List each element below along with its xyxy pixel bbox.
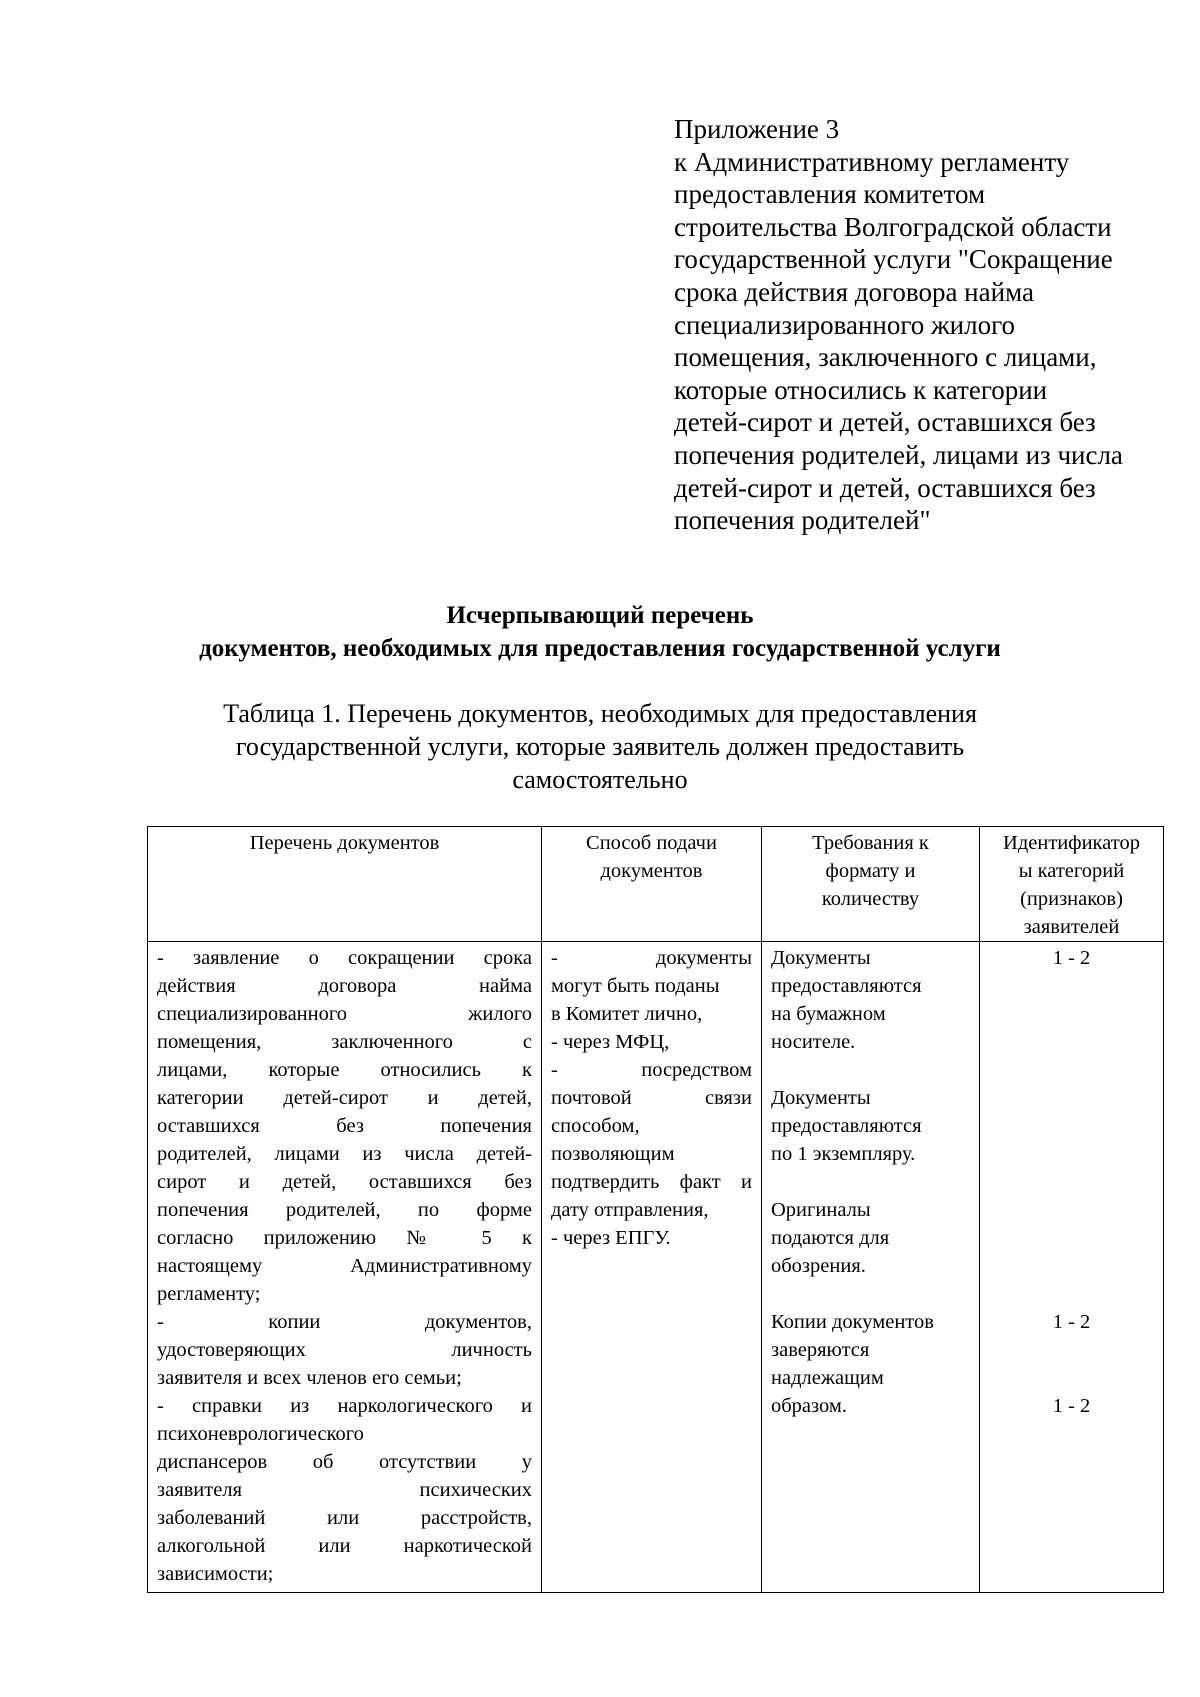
document-item-line: психоневрологического — [157, 1423, 364, 1445]
appendix-line: помещения, заключенного с лицами, — [674, 342, 1097, 373]
requirement-line: на бумажном — [771, 1003, 886, 1025]
appendix-line: Приложение 3 — [674, 114, 840, 144]
document-item-line: помещения, заключенного с — [157, 1031, 532, 1053]
requirement-line: Оригиналы — [771, 1199, 871, 1221]
document-item-line: согласно приложению № 5 к — [157, 1227, 532, 1249]
method-line: - через МФЦ, — [551, 1031, 670, 1053]
identifier-value: 1 - 2 — [1052, 1395, 1091, 1417]
method-line: подтвердить факт и — [551, 1171, 752, 1193]
requirement-line: подаются для — [771, 1227, 890, 1249]
header-label: формату и — [825, 860, 916, 882]
header-label: Требования к — [812, 832, 929, 854]
header-submission-method — [542, 827, 762, 942]
appendix-line: к Административному регламенту — [674, 146, 1070, 177]
table-row — [148, 942, 1164, 1593]
header-label: количеству — [821, 888, 920, 910]
document-item-line: сирот и детей, оставшихся без — [157, 1171, 532, 1193]
appendix-line: детей-сирот и детей, оставшихся без — [674, 407, 1096, 438]
method-line: способом, — [551, 1115, 640, 1137]
identifier-value: 1 - 2 — [1052, 1311, 1091, 1333]
document-item-line: заявителя и всех членов его семьи; — [157, 1367, 462, 1389]
document-item-line: - справки из наркологического и — [157, 1395, 532, 1417]
requirement-line: надлежащим — [771, 1367, 884, 1389]
identifier-value: 1 - 2 — [1052, 947, 1091, 969]
identifiers-cell — [980, 942, 1164, 1593]
appendix-line: попечения родителей" — [674, 505, 931, 536]
requirement-line: носителе. — [771, 1031, 856, 1053]
table-header-row — [148, 827, 1164, 942]
header-label: Перечень документов — [249, 832, 440, 854]
appendix-block — [674, 113, 1174, 537]
header-label: Способ подачи — [586, 832, 717, 854]
method-cell — [542, 942, 762, 1593]
method-line: почтовой связи — [551, 1087, 752, 1109]
document-item-line: - копии документов, — [157, 1311, 532, 1333]
document-item-line: категории детей-сирот и детей, — [157, 1087, 532, 1109]
document-item-line: попечения родителей, по форме — [157, 1199, 532, 1221]
document-item-line: диспансеров об отсутствии у — [157, 1451, 532, 1473]
requirements-cell — [762, 942, 980, 1593]
requirement-line: Копии документов — [771, 1311, 934, 1333]
document-item-line: родителей, лицами из числа детей- — [157, 1143, 532, 1165]
header-label: Идентификатор — [1003, 832, 1140, 854]
method-line: - документы — [551, 947, 752, 969]
document-heading: Исчерпывающий перечень — [446, 602, 754, 629]
document-item-line: регламенту; — [157, 1283, 261, 1305]
header-label: ы категорий — [1018, 860, 1125, 882]
requirement-line: Документы — [771, 947, 871, 969]
header-label: заявителей — [1023, 916, 1120, 938]
header-applicant-identifiers — [980, 827, 1164, 942]
method-line: в Комитет лично, — [551, 1003, 703, 1025]
appendix-line: государственной услуги "Сокращение — [674, 244, 1113, 275]
requirement-line: образом. — [771, 1395, 847, 1417]
documents-cell — [148, 942, 542, 1593]
document-item-line: лицами, которые относились к — [157, 1059, 532, 1081]
document-item-line: зависимости; — [157, 1563, 274, 1585]
table-caption-line3: самостоятельно — [512, 765, 688, 794]
document-item-line: специализированного жилого — [157, 1003, 532, 1025]
appendix-line: срока действия договора найма — [674, 276, 1034, 307]
appendix-line: детей-сирот и детей, оставшихся без — [674, 472, 1096, 503]
requirement-line: обозрения. — [771, 1255, 866, 1277]
method-line: - через ЕПГУ. — [551, 1227, 671, 1249]
document-item-line: удостоверяющих личность — [157, 1339, 532, 1361]
requirement-line: предоставляются — [771, 975, 922, 997]
header-format-requirements — [762, 827, 980, 942]
documents-table — [147, 826, 1164, 1593]
header-label: (признаков) — [1020, 888, 1123, 910]
method-line: позволяющим — [551, 1143, 675, 1165]
method-line: могут быть поданы — [551, 975, 720, 997]
appendix-line: которые относились к категории — [674, 374, 1048, 405]
appendix-line: строительства Волгоградской области — [674, 211, 1112, 242]
method-line: - посредством — [551, 1059, 752, 1081]
document-item-line: оставшихся без попечения — [157, 1115, 532, 1137]
document-item-line: действия договора найма — [157, 975, 532, 997]
requirement-line: заверяются — [771, 1339, 870, 1361]
header-documents-list — [148, 827, 542, 942]
document-item-line: алкогольной или наркотической — [157, 1535, 532, 1557]
table-caption: Таблица 1. Перечень документов, необходимых для предоставления — [223, 699, 977, 728]
requirement-line: по 1 экземпляру. — [771, 1143, 916, 1165]
requirement-line — [771, 1168, 970, 1196]
document-item-line: заявителя психических — [157, 1479, 532, 1501]
requirement-line — [771, 1280, 970, 1308]
header-label: документов — [600, 860, 703, 882]
method-line: дату отправления, — [551, 1199, 709, 1221]
appendix-line: специализированного жилого — [674, 309, 1015, 340]
requirement-line — [771, 1056, 970, 1084]
requirement-line: предоставляются — [771, 1115, 922, 1137]
appendix-line: попечения родителей, лицами из числа — [674, 439, 1123, 470]
table-caption-line2: государственной услуги, которые заявитель должен предоставить — [235, 732, 965, 761]
document-item-line: - заявление о сокращении срока — [157, 947, 532, 969]
appendix-line: предоставления комитетом — [674, 179, 986, 210]
document-item-line: настоящему Административному — [157, 1255, 532, 1277]
document-subheading: документов, необходимых для предоставления государственной услуги — [199, 635, 1001, 662]
document-item-line: заболеваний или расстройств, — [157, 1507, 532, 1529]
requirement-line: Документы — [771, 1087, 871, 1109]
